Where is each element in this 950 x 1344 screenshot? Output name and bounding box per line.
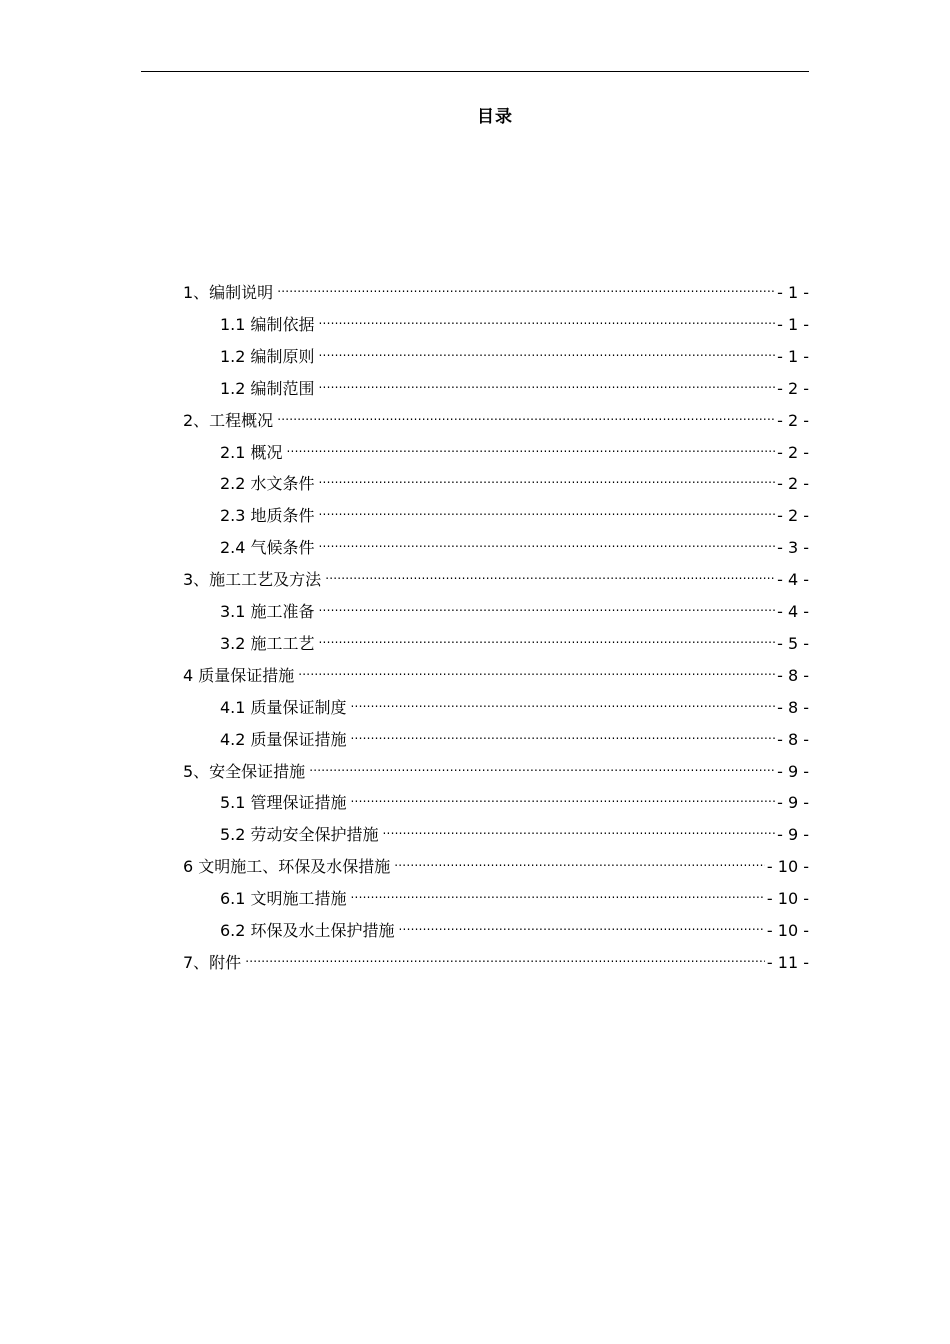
toc-entry-page: - 2 - (777, 506, 809, 526)
toc-entry-label: 4 质量保证措施 (183, 665, 295, 685)
toc-entry[interactable] (183, 402, 809, 430)
toc-entry-page: - 9 - (777, 761, 809, 781)
toc-entry-page: - 11 - (766, 952, 809, 972)
header-rule (141, 71, 809, 72)
toc-entry[interactable] (183, 274, 809, 302)
toc-entry-page: - 4 - (777, 570, 809, 590)
toc-leader-dots (319, 625, 776, 649)
toc-leader-dots (319, 370, 776, 394)
toc-entry[interactable] (183, 657, 809, 685)
toc-entry[interactable] (220, 880, 809, 909)
toc-entry[interactable] (220, 816, 809, 845)
toc-entry-page: - 3 - (777, 538, 809, 558)
toc-entry-label: 2.1 概况 (220, 442, 283, 462)
toc-entry[interactable] (220, 497, 809, 526)
toc-entry[interactable] (220, 529, 809, 558)
toc-entry[interactable] (183, 753, 809, 781)
toc-entry-label: 2.2 水文条件 (220, 474, 315, 494)
toc-leader-dots (399, 912, 765, 936)
toc-leader-dots (277, 274, 775, 298)
toc-entry-label: 1.1 编制依据 (220, 314, 315, 334)
toc-entry-page: - 8 - (777, 697, 809, 717)
toc-entry-page: - 8 - (777, 665, 809, 685)
toc-leader-dots (309, 753, 775, 777)
toc-leader-dots (319, 497, 776, 521)
toc-entry[interactable] (220, 370, 809, 398)
toc-entry[interactable] (220, 434, 809, 462)
toc-entry-page: - 9 - (777, 793, 809, 813)
toc-entry-page: - 1 - (777, 314, 809, 334)
toc-entry-label: 7、附件 (183, 952, 242, 972)
toc-leader-dots (351, 784, 776, 808)
toc-entry[interactable] (220, 338, 809, 366)
toc-entry-page: - 8 - (777, 729, 809, 749)
toc-entry-label: 4.2 质量保证措施 (220, 729, 347, 749)
toc-entry-label: 3、施工工艺及方法 (183, 570, 322, 590)
toc-leader-dots (351, 689, 776, 713)
toc-leader-dots (298, 657, 775, 681)
toc-entry-label: 5、安全保证措施 (183, 761, 306, 781)
toc-entry-page: - 1 - (777, 283, 809, 302)
toc-entry-label: 2.3 地质条件 (220, 506, 315, 526)
toc-entry[interactable] (220, 306, 809, 334)
toc-entry-page: - 1 - (777, 346, 809, 366)
toc-entry[interactable] (220, 912, 809, 940)
toc-entry-label: 1.2 编制范围 (220, 378, 315, 398)
toc-entry[interactable] (220, 784, 809, 813)
toc-leader-dots (319, 529, 776, 553)
toc-entry-label: 1、编制说明 (183, 283, 274, 302)
toc-leader-dots (287, 434, 776, 458)
toc-entry-page: - 2 - (777, 442, 809, 462)
toc-entry[interactable] (220, 721, 809, 749)
toc-entry-label: 5.1 管理保证措施 (220, 793, 347, 813)
toc-entry-page: - 10 - (766, 921, 809, 940)
toc-leader-dots (351, 721, 776, 745)
toc-entry-page: - 10 - (766, 889, 809, 909)
toc-entry-page: - 4 - (777, 602, 809, 621)
toc-title: 目录 (477, 107, 513, 127)
toc-leader-dots (277, 402, 775, 426)
toc-leader-dots (351, 880, 765, 904)
toc-entry-page: - 5 - (777, 633, 809, 653)
toc-entry[interactable] (183, 561, 809, 590)
toc-leader-dots (394, 848, 765, 872)
toc-entry-label: 4.1 质量保证制度 (220, 697, 347, 717)
toc-entry[interactable] (183, 848, 809, 877)
toc-entry-page: - 9 - (777, 825, 809, 845)
toc-entry[interactable] (183, 944, 809, 972)
toc-entry-label: 3.2 施工工艺 (220, 633, 315, 653)
toc-entry-page: - 2 - (777, 410, 809, 430)
toc-entry-page: - 2 - (777, 378, 809, 398)
toc-leader-dots (245, 944, 765, 968)
toc-leader-dots (383, 816, 776, 840)
toc-leader-dots (319, 465, 776, 489)
toc-entry-label: 6 文明施工、环保及水保措施 (183, 857, 391, 877)
toc-leader-dots (319, 306, 776, 330)
toc-leader-dots (319, 338, 776, 362)
toc-leader-dots (325, 561, 775, 585)
toc-leader-dots (319, 593, 776, 617)
toc-entry-label: 6.2 环保及水土保护措施 (220, 921, 395, 940)
toc-entry[interactable] (220, 593, 809, 621)
toc-entry-label: 5.2 劳动安全保护措施 (220, 825, 379, 845)
toc-entry-label: 6.1 文明施工措施 (220, 889, 347, 909)
toc-entry-page: - 10 - (766, 857, 809, 877)
toc-entry-label: 1.2 编制原则 (220, 346, 315, 366)
toc-entry-label: 2、工程概况 (183, 410, 274, 430)
toc-entry-label: 3.1 施工准备 (220, 602, 315, 621)
toc-entry[interactable] (220, 689, 809, 717)
toc-entry[interactable] (220, 625, 809, 653)
toc-entry-page: - 2 - (777, 474, 809, 494)
toc-entry[interactable] (220, 465, 809, 494)
toc-entry-label: 2.4 气候条件 (220, 538, 315, 558)
